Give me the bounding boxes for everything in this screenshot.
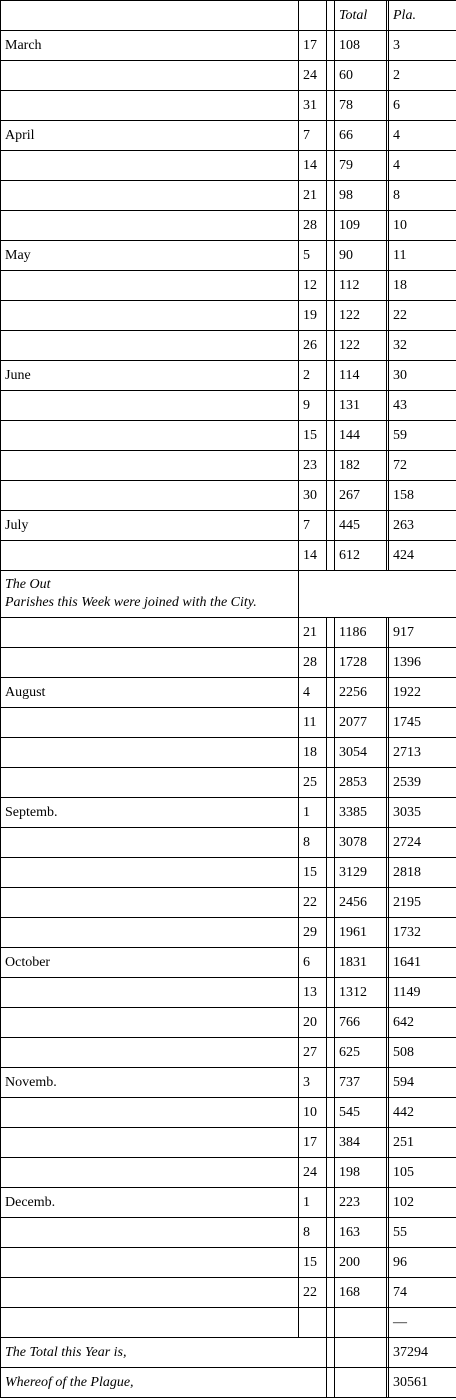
table-row [1,1308,456,1338]
table-row [1,391,456,421]
gap-cell [327,211,335,241]
total-cell: 78 [335,91,387,121]
table-row [1,1188,456,1218]
table-row [1,301,456,331]
pla-cell: 917 [389,618,456,648]
total-cell: 3078 [335,828,387,858]
gap-cell [327,421,335,451]
day-cell: 15 [299,1248,327,1278]
table-row [1,271,456,301]
total-cell: 114 [335,361,387,391]
month-cell: Novemb. [1,1068,299,1098]
gap-cell [327,858,335,888]
month-cell [1,1248,299,1278]
day-cell: 26 [299,331,327,361]
pla-cell: 43 [389,391,456,421]
gap-cell [327,1008,335,1038]
gap-cell [327,1308,335,1338]
gap-cell [327,151,335,181]
day-cell: 14 [299,541,327,571]
pla-cell: 508 [389,1038,456,1068]
day-cell: 17 [299,1128,327,1158]
pla-cell: 4 [389,151,456,181]
total-cell: 3129 [335,858,387,888]
month-cell: June [1,361,299,391]
total-cell: 1186 [335,618,387,648]
pla-cell: 96 [389,1248,456,1278]
pla-cell: 2713 [389,738,456,768]
blank-cell [335,1338,387,1368]
table-row [1,648,456,678]
table-row [1,888,456,918]
pla-cell: — [389,1308,456,1338]
total-value: 37294 [389,1338,456,1368]
pla-cell: 3 [389,31,456,61]
table-row [1,678,456,708]
pla-cell: 1641 [389,948,456,978]
gap-cell [327,888,335,918]
gap-cell [327,1278,335,1308]
day-cell: 8 [299,1218,327,1248]
day-cell: 27 [299,1038,327,1068]
table-row [1,451,456,481]
total-cell: 3054 [335,738,387,768]
month-cell: August [1,678,299,708]
header-row [1,1,456,31]
gap-cell [327,271,335,301]
table-row [1,978,456,1008]
gap-cell [327,331,335,361]
total-cell: 168 [335,1278,387,1308]
total-cell: 122 [335,301,387,331]
month-cell: July [1,511,299,541]
pla-cell: 10 [389,211,456,241]
day-cell: 15 [299,858,327,888]
table-row [1,1038,456,1068]
pla-cell: 1732 [389,918,456,948]
table-row [1,708,456,738]
month-cell [1,648,299,678]
day-cell: 9 [299,391,327,421]
total-cell: 1831 [335,948,387,978]
total-cell: 612 [335,541,387,571]
total-cell: 766 [335,1008,387,1038]
header-pla: Pla. [389,1,456,31]
table-row [1,918,456,948]
pla-cell: 30 [389,361,456,391]
pla-cell: 2724 [389,828,456,858]
month-cell [1,271,299,301]
day-cell: 28 [299,211,327,241]
month-cell [1,708,299,738]
table-row [1,331,456,361]
total-cell: 1728 [335,648,387,678]
pla-cell: 1745 [389,708,456,738]
total-cell: 163 [335,1218,387,1248]
total-cell: 2853 [335,768,387,798]
day-cell: 13 [299,978,327,1008]
day-cell: 12 [299,271,327,301]
table-row [1,481,456,511]
gap-cell [327,121,335,151]
month-cell [1,1008,299,1038]
pla-cell: 102 [389,1188,456,1218]
day-cell: 28 [299,648,327,678]
total-cell: 625 [335,1038,387,1068]
table-row [1,541,456,571]
month-cell: October [1,948,299,978]
table-row [1,1098,456,1128]
gap-cell [327,1248,335,1278]
day-cell: 30 [299,481,327,511]
month-cell [1,1218,299,1248]
gap-cell [327,1368,335,1398]
pla-cell: 594 [389,1068,456,1098]
table-row [1,211,456,241]
pla-cell: 1922 [389,678,456,708]
pla-cell: 32 [389,331,456,361]
total-cell: 1961 [335,918,387,948]
total-cell [335,1308,387,1338]
table-row [1,1278,456,1308]
total-label: The Total this Year is, [1,1338,327,1368]
gap-cell [327,1158,335,1188]
header-blank-day [299,1,327,31]
gap-cell [327,978,335,1008]
note-line-2: Parishes this Week were joined with the City. [5,595,257,610]
total-cell: 109 [335,211,387,241]
pla-cell: 251 [389,1128,456,1158]
total-cell: 198 [335,1158,387,1188]
month-cell [1,481,299,511]
month-cell [1,91,299,121]
table-row [1,858,456,888]
table-row [1,421,456,451]
gap-cell [327,361,335,391]
pla-cell: 72 [389,451,456,481]
gap-cell [327,828,335,858]
table-row [1,361,456,391]
table-row [1,91,456,121]
table-row [1,121,456,151]
month-cell [1,828,299,858]
day-cell: 29 [299,918,327,948]
table-row [1,181,456,211]
month-cell [1,421,299,451]
month-cell: April [1,121,299,151]
day-cell: 4 [299,678,327,708]
total-cell: 144 [335,421,387,451]
day-cell: 19 [299,301,327,331]
pla-cell: 105 [389,1158,456,1188]
pla-cell: 1149 [389,978,456,1008]
pla-cell: 11 [389,241,456,271]
gap-cell [327,1068,335,1098]
table-row [1,738,456,768]
table-row [1,618,456,648]
pla-cell: 424 [389,541,456,571]
total-cell: 79 [335,151,387,181]
month-cell: May [1,241,299,271]
gap-cell [327,1338,335,1368]
table-row [1,1008,456,1038]
pla-cell: 2818 [389,858,456,888]
pla-cell: 2195 [389,888,456,918]
total-cell: 90 [335,241,387,271]
day-cell: 1 [299,1188,327,1218]
day-cell: 11 [299,708,327,738]
day-cell: 1 [299,798,327,828]
header-gap [327,1,335,31]
pla-cell: 18 [389,271,456,301]
table-row [1,1128,456,1158]
pla-cell: 1396 [389,648,456,678]
pla-cell: 2 [389,61,456,91]
total-value: 30561 [389,1368,456,1398]
gap-cell [327,918,335,948]
day-cell [299,1308,327,1338]
day-cell: 6 [299,948,327,978]
pla-cell: 3035 [389,798,456,828]
gap-cell [327,678,335,708]
gap-cell [327,1038,335,1068]
header-total: Total [335,1,387,31]
gap-cell [327,1188,335,1218]
month-cell [1,211,299,241]
month-cell [1,151,299,181]
month-cell [1,181,299,211]
day-cell: 5 [299,241,327,271]
day-cell: 24 [299,61,327,91]
day-cell: 31 [299,91,327,121]
month-cell [1,1038,299,1068]
pla-cell: 59 [389,421,456,451]
gap-cell [327,708,335,738]
day-cell: 21 [299,618,327,648]
total-cell: 112 [335,271,387,301]
total-cell: 223 [335,1188,387,1218]
month-cell [1,858,299,888]
gap-cell [327,61,335,91]
pla-cell: 158 [389,481,456,511]
month-cell [1,61,299,91]
pla-cell: 55 [389,1218,456,1248]
pla-cell: 22 [389,301,456,331]
month-cell [1,738,299,768]
month-cell [1,301,299,331]
total-row [1,1368,456,1398]
pla-cell: 74 [389,1278,456,1308]
gap-cell [327,301,335,331]
total-cell: 545 [335,1098,387,1128]
table-row [1,511,456,541]
total-cell: 108 [335,31,387,61]
total-cell: 384 [335,1128,387,1158]
gap-cell [327,1218,335,1248]
pla-cell: 6 [389,91,456,121]
table-body [1,1,456,1398]
gap-cell [327,481,335,511]
note-text [1,571,299,618]
day-cell: 22 [299,1278,327,1308]
day-cell: 22 [299,888,327,918]
gap-cell [327,241,335,271]
gap-cell [327,1098,335,1128]
total-cell: 2456 [335,888,387,918]
day-cell: 10 [299,1098,327,1128]
table-row [1,768,456,798]
day-cell: 21 [299,181,327,211]
day-cell: 25 [299,768,327,798]
month-cell [1,1278,299,1308]
gap-cell [327,618,335,648]
day-cell: 15 [299,421,327,451]
day-cell: 7 [299,511,327,541]
total-cell: 737 [335,1068,387,1098]
month-cell: March [1,31,299,61]
day-cell: 2 [299,361,327,391]
month-cell [1,618,299,648]
pla-cell: 4 [389,121,456,151]
day-cell: 14 [299,151,327,181]
total-cell: 200 [335,1248,387,1278]
table-row [1,61,456,91]
gap-cell [327,31,335,61]
month-cell [1,1128,299,1158]
gap-cell [327,738,335,768]
pla-cell: 263 [389,511,456,541]
gap-cell [327,91,335,121]
gap-cell [327,768,335,798]
gap-cell [327,181,335,211]
month-cell [1,391,299,421]
total-cell: 2077 [335,708,387,738]
total-cell: 98 [335,181,387,211]
day-cell: 8 [299,828,327,858]
pla-cell: 642 [389,1008,456,1038]
month-cell [1,768,299,798]
gap-cell [327,511,335,541]
gap-cell [327,798,335,828]
total-cell: 182 [335,451,387,481]
month-cell [1,1308,299,1338]
total-cell: 122 [335,331,387,361]
pla-cell: 442 [389,1098,456,1128]
day-cell: 24 [299,1158,327,1188]
month-cell [1,541,299,571]
month-cell [1,451,299,481]
day-cell: 7 [299,121,327,151]
month-cell [1,1098,299,1128]
month-cell [1,888,299,918]
total-cell: 2256 [335,678,387,708]
gap-cell [327,451,335,481]
gap-cell [327,648,335,678]
day-cell: 17 [299,31,327,61]
total-cell: 3385 [335,798,387,828]
day-cell: 18 [299,738,327,768]
gap-cell [327,1128,335,1158]
table-row [1,1218,456,1248]
month-cell [1,331,299,361]
total-row [1,1338,456,1368]
gap-cell [327,948,335,978]
table-row [1,31,456,61]
month-cell [1,918,299,948]
table-row [1,798,456,828]
month-cell [1,978,299,1008]
total-cell: 66 [335,121,387,151]
note-row [1,571,456,618]
table-row [1,1158,456,1188]
table-row [1,151,456,181]
total-label: Whereof of the Plague, [1,1368,327,1398]
gap-cell [327,541,335,571]
pla-cell: 2539 [389,768,456,798]
day-cell: 3 [299,1068,327,1098]
note-empty-space [299,571,456,618]
total-cell: 131 [335,391,387,421]
month-cell: Decemb. [1,1188,299,1218]
total-cell: 1312 [335,978,387,1008]
day-cell: 23 [299,451,327,481]
blank-cell [335,1368,387,1398]
table-row [1,948,456,978]
total-cell: 267 [335,481,387,511]
table-row [1,828,456,858]
total-cell: 60 [335,61,387,91]
total-cell: 445 [335,511,387,541]
month-cell: Septemb. [1,798,299,828]
day-cell: 20 [299,1008,327,1038]
gap-cell [327,391,335,421]
pla-cell: 8 [389,181,456,211]
month-cell [1,1158,299,1188]
header-blank-month [1,1,299,31]
note-line-1: The Out [5,577,51,592]
table-row [1,1068,456,1098]
table-row [1,1248,456,1278]
table-row [1,241,456,271]
